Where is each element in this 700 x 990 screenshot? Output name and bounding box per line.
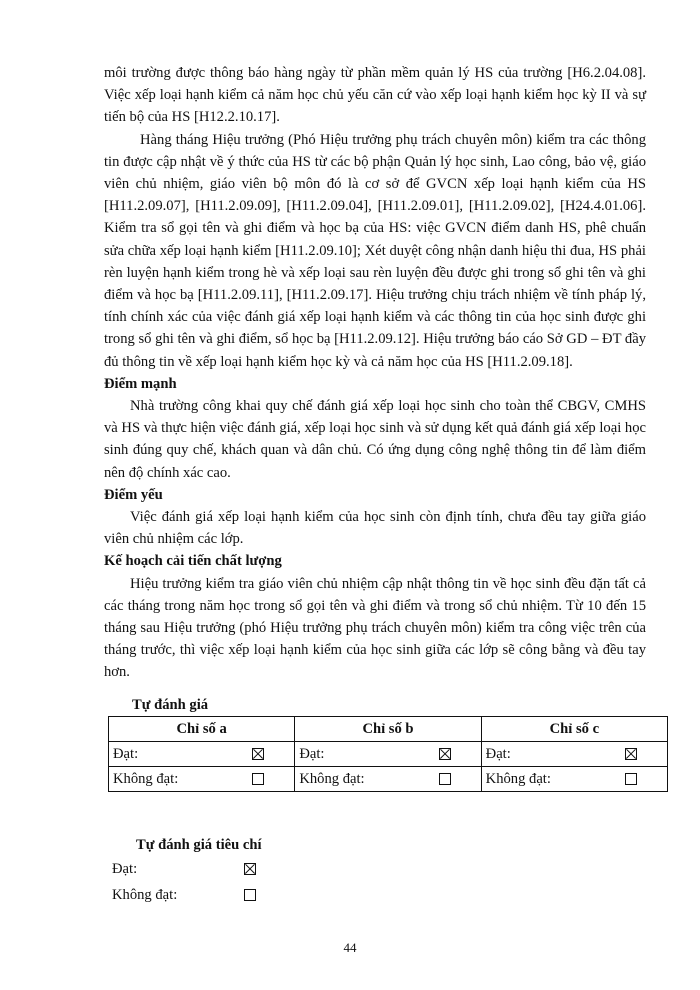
improvement-heading: Kế hoạch cải tiến chất lượng — [104, 553, 282, 570]
index-c-pass-cell — [481, 741, 667, 766]
improvement-text: Hiệu trưởng kiểm tra giáo viên chủ nhiệm cập nhật thông tin về học sinh đều đặn tất cả các tháng trong năm học trong sổ gọi tên và ghi điểm và trong sổ chủ nhiệm. Từ 10 đến 15 tháng sau Hiệu trưởng (phó Hiệu trưởng phụ trách chuyên môn) kiểm tra công việc trên của tháng trước, thì việc xếp loại hạnh kiểm của học sinh giữa các lớp sẽ công bằng và đều tay hơn. — [104, 575, 646, 681]
paragraph-2: Hàng tháng Hiệu trưởng (Phó Hiệu trưởng phụ trách chuyên môn) kiểm tra các thông tin được cập nhật về ý thức của HS từ các bộ phận Quản lý học sinh, Lao công, bảo vệ, giáo viên chủ nhiệm, giáo viên bộ môn đó là cơ sở để GVCN xếp loại hạnh kiểm của HS [H11.2.09.07], [H11.2.09.09], [H11.2.09.04], [H11.2.09.01], [H11.2.09.02], [H24.4.01.06]. Kiểm tra sổ gọi tên và ghi điểm và học bạ của HS: việc GVCN điểm danh HS, phê chuẩn sửa chữa xếp loại hạnh kiểm [H11.2.09.10]; Xét duyệt công nhận danh hiệu thi đua, HS phải rèn luyện hạnh kiểm trong hè và xếp loại sau rèn luyện đều được ghi trong sổ ghi tên và ghi điểm và học bạ [H11.2.09.11], [H11.2.09.17]. Hiệu trưởng chịu trách nhiệm về tính pháp lý, tính chính xác của việc đánh giá xếp loại hạnh kiểm và các thông tin của học sinh được ghi trong sổ ghi tên và ghi điểm, sổ học bạ [H11.2.09.12]. Hiệu trưởng báo cáo Sở GD – ĐT đầy đủ thông tin về xếp loại hạnh kiểm học kỳ và cả năm học của HS [H11.2.09.18]. — [104, 131, 646, 370]
index-a-pass-cell — [109, 741, 295, 766]
fail-label: Không đạt: — [113, 770, 179, 787]
weaknesses-text: Việc đánh giá xếp loại hạnh kiểm của học sinh còn định tính, chưa đều tay giữa giáo viên chủ nhiệm các lớp. — [104, 509, 646, 548]
index-b-pass-cell — [295, 741, 481, 766]
criteria-pass-label: Đạt: — [112, 860, 138, 877]
pass-label: Đạt: — [485, 745, 511, 762]
index-c-fail-cell — [481, 766, 667, 791]
pass-label: Đạt: — [113, 745, 139, 762]
checkbox-icon[interactable] — [252, 748, 264, 760]
index-b-fail-cell — [295, 766, 481, 791]
fail-label: Không đạt: — [299, 770, 365, 787]
criteria-pass-row — [112, 856, 646, 882]
document-page — [104, 62, 646, 908]
checkbox-icon[interactable] — [625, 773, 637, 785]
criteria-fail-label: Không đạt: — [112, 886, 178, 903]
fail-row — [109, 766, 668, 791]
checkbox-icon[interactable] — [439, 773, 451, 785]
checkbox-icon[interactable] — [252, 773, 264, 785]
checkbox-icon[interactable] — [244, 889, 256, 901]
fail-label: Không đạt: — [485, 770, 551, 787]
criteria-fail-row — [112, 882, 646, 908]
paragraph-1: môi trường được thông báo hàng ngày từ phần mềm quản lý HS của trường [H6.2.04.08]. Việc xếp loại hạnh kiểm cả năm học chủ yếu căn cứ vào xếp loại hạnh kiểm học kỳ II và sự tiến bộ của HS [H12.2.10.17]. — [104, 65, 646, 126]
index-a-fail-cell — [109, 766, 295, 791]
self-eval-table — [108, 716, 668, 792]
header-index-b: Chỉ số b — [295, 716, 481, 741]
strengths-text: Nhà trường công khai quy chế đánh giá xếp loại học sinh cho toàn thể CBGV, CMHS và HS và thực hiện việc đánh giá, xếp loại học sinh và sử dụng kết quả đánh giá xếp loại học sinh đúng quy chế, khách quan và dân chủ. Có ứng dụng công nghệ thông tin để làm điểm nên độ chính xác cao. — [104, 398, 646, 481]
header-index-c: Chỉ số c — [481, 716, 667, 741]
criteria-eval-title: Tự đánh giá tiêu chí — [136, 836, 262, 853]
strengths-heading: Điểm mạnh — [104, 375, 177, 392]
pass-row — [109, 741, 668, 766]
weaknesses-heading: Điểm yếu — [104, 486, 163, 503]
page-number: 44 — [343, 940, 357, 955]
self-eval-title: Tự đánh giá — [132, 696, 209, 713]
self-eval-header-row — [109, 716, 668, 741]
pass-label: Đạt: — [299, 745, 325, 762]
checkbox-icon[interactable] — [439, 748, 451, 760]
checkbox-icon[interactable] — [244, 863, 256, 875]
checkbox-icon[interactable] — [625, 748, 637, 760]
header-index-a: Chỉ số a — [109, 716, 295, 741]
